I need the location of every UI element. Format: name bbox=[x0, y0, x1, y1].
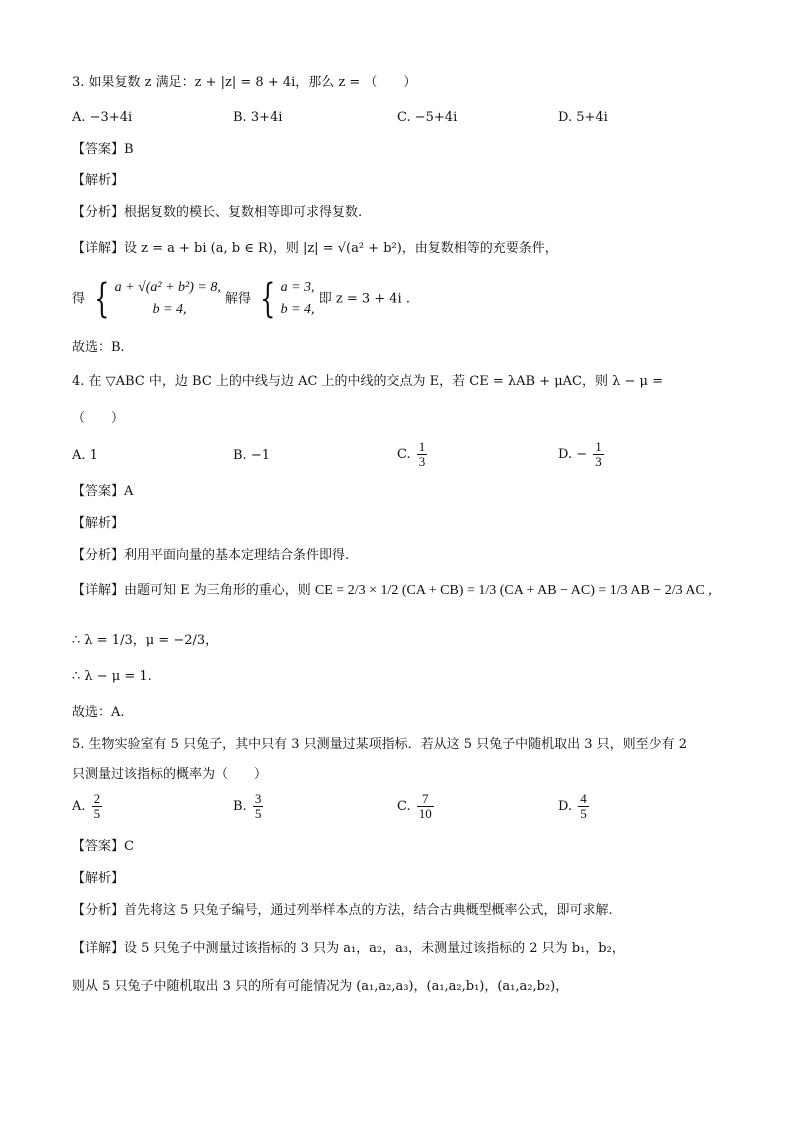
q4-therefore-2: ∴ λ − μ = 1. bbox=[72, 669, 152, 684]
q3-system-1 bbox=[115, 277, 221, 321]
q3-answer: 【答案】B bbox=[72, 142, 134, 157]
q5-stem-line2: 只测量过该指标的概率为（ ） bbox=[72, 767, 268, 782]
q5-analysis: 【分析】首先将这 5 只兔子编号，通过列举样本点的方法，结合古典概型概率公式，即可求解. bbox=[72, 903, 613, 918]
q5-option-c-label: C. bbox=[397, 799, 411, 814]
fraction-denominator: 5 bbox=[254, 806, 262, 821]
fraction-numerator: 3 bbox=[254, 791, 262, 806]
q4-conclusion: 故选：A. bbox=[72, 705, 125, 720]
fraction-numerator: 4 bbox=[580, 791, 587, 806]
fraction-denominator: 3 bbox=[595, 454, 602, 469]
q4-answer: 【答案】A bbox=[72, 484, 134, 499]
q4-option-c-fraction bbox=[417, 440, 428, 469]
fraction-numerator: 1 bbox=[418, 439, 426, 454]
q4-jiexi-heading: 【解析】 bbox=[72, 516, 125, 531]
q3-conclusion: 故选：B. bbox=[72, 340, 125, 355]
q5-stem-line1: 5. 生物实验室有 5 只兔子，其中只有 3 只测量过某项指标．若从这 5 只兔子中随机取出 3 只，则至少有 2 bbox=[72, 737, 688, 752]
q5-option-a-label: A. bbox=[72, 799, 86, 814]
fraction-denominator: 5 bbox=[93, 806, 101, 821]
q5-option-d-label: D. bbox=[558, 799, 573, 814]
q5-option-b bbox=[233, 792, 265, 821]
left-brace-1: { bbox=[94, 276, 110, 322]
q3-analysis: 【分析】根据复数的模长、复数相等即可求得复数. bbox=[72, 205, 363, 220]
q5-answer: 【答案】C bbox=[72, 839, 134, 854]
q3-detail-jiede: 解得 bbox=[225, 291, 252, 307]
fraction-denominator: 5 bbox=[580, 806, 587, 821]
fraction-numerator: 1 bbox=[595, 439, 602, 454]
fraction-denominator: 3 bbox=[418, 454, 426, 469]
q3-option-d: D. 5+4i bbox=[558, 110, 608, 125]
q4-option-c-label: C. bbox=[397, 447, 411, 462]
q3-system-2-eq2: b = 4, bbox=[280, 302, 315, 317]
q3-detail-de: 得 bbox=[72, 291, 86, 307]
q5-option-d bbox=[558, 792, 591, 821]
q5-option-d-fraction bbox=[578, 792, 589, 821]
q5-option-a bbox=[72, 792, 104, 821]
q5-jiexi-heading: 【解析】 bbox=[72, 871, 125, 886]
q3-detail-line2 bbox=[72, 277, 410, 322]
q4-option-a: A. 1 bbox=[72, 448, 98, 463]
q3-system-2 bbox=[281, 277, 315, 321]
q4-therefore-1: ∴ λ = 1/3，μ = −2/3， bbox=[72, 633, 219, 648]
q5-detail-line1: 【详解】设 5 只兔子中测量过该指标的 3 只为 a₁，a₂，a₃，未测量过该指标的 2 只为 b₁，b₂， bbox=[72, 941, 625, 956]
q4-detail-line1 bbox=[72, 582, 712, 600]
q4-detail-prefix: 【详解】由题可知 E 为三角形的重心，则 bbox=[72, 583, 311, 598]
q3-system-1-eq1: a + √(a² + b²) = 8, bbox=[114, 280, 221, 295]
q4-option-d bbox=[558, 440, 606, 469]
q4-option-d-label: D. − bbox=[558, 447, 588, 462]
q5-detail-line2: 则从 5 只兔子中随机取出 3 只的所有可能情况为 (a₁,a₂,a₃)，(a₁,a₂,b₁)，(a₁,a₂,b₂)， bbox=[72, 979, 569, 994]
q3-system-2-eq1: a = 3, bbox=[280, 280, 315, 295]
q5-option-b-fraction bbox=[253, 792, 264, 821]
q3-system-1-eq2: b = 4, bbox=[152, 302, 187, 317]
q3-option-c: C. −5+4i bbox=[397, 110, 458, 125]
q4-detail-equation: CE = 2/3 × 1/2 (CA + CB) = 1/3 (CA + AB − AC) = 1/3 AB − 2/3 AC , bbox=[314, 583, 712, 598]
fraction-numerator: 7 bbox=[417, 792, 434, 807]
q3-option-b: B. 3+4i bbox=[233, 110, 283, 125]
q4-option-b: B. −1 bbox=[233, 448, 270, 463]
q4-stem-line1: 4. 在 ▽ABC 中，边 BC 上的中线与边 AC 上的中线的交点为 E，若 CE = λAB + μAC，则 λ − μ = bbox=[72, 374, 664, 389]
q3-jiexi-heading: 【解析】 bbox=[72, 173, 125, 188]
left-brace-2: { bbox=[260, 276, 276, 322]
q3-stem: 3. 如果复数 z 满足：z + |z| = 8 + 4i，那么 z = （ ） bbox=[72, 75, 417, 90]
q4-stem-line2: （ ） bbox=[72, 411, 125, 426]
q3-detail-result: 即 z = 3 + 4i . bbox=[318, 291, 410, 307]
q5-option-b-label: B. bbox=[233, 799, 247, 814]
q4-option-d-fraction bbox=[593, 440, 604, 469]
q4-analysis: 【分析】利用平面向量的基本定理结合条件即得. bbox=[72, 548, 350, 563]
q5-option-c-fraction bbox=[417, 792, 434, 821]
q3-detail-line1: 【详解】设 z = a + bi (a, b ∈ R)，则 |z| = √(a² + b²)，由复数相等的充要条件， bbox=[72, 241, 558, 256]
q5-option-a-fraction bbox=[92, 792, 103, 821]
q4-option-c bbox=[397, 440, 429, 469]
q3-option-a: A. −3+4i bbox=[72, 110, 133, 125]
fraction-denominator: 10 bbox=[418, 806, 432, 821]
q5-option-c bbox=[397, 792, 436, 821]
fraction-numerator: 2 bbox=[93, 791, 101, 806]
